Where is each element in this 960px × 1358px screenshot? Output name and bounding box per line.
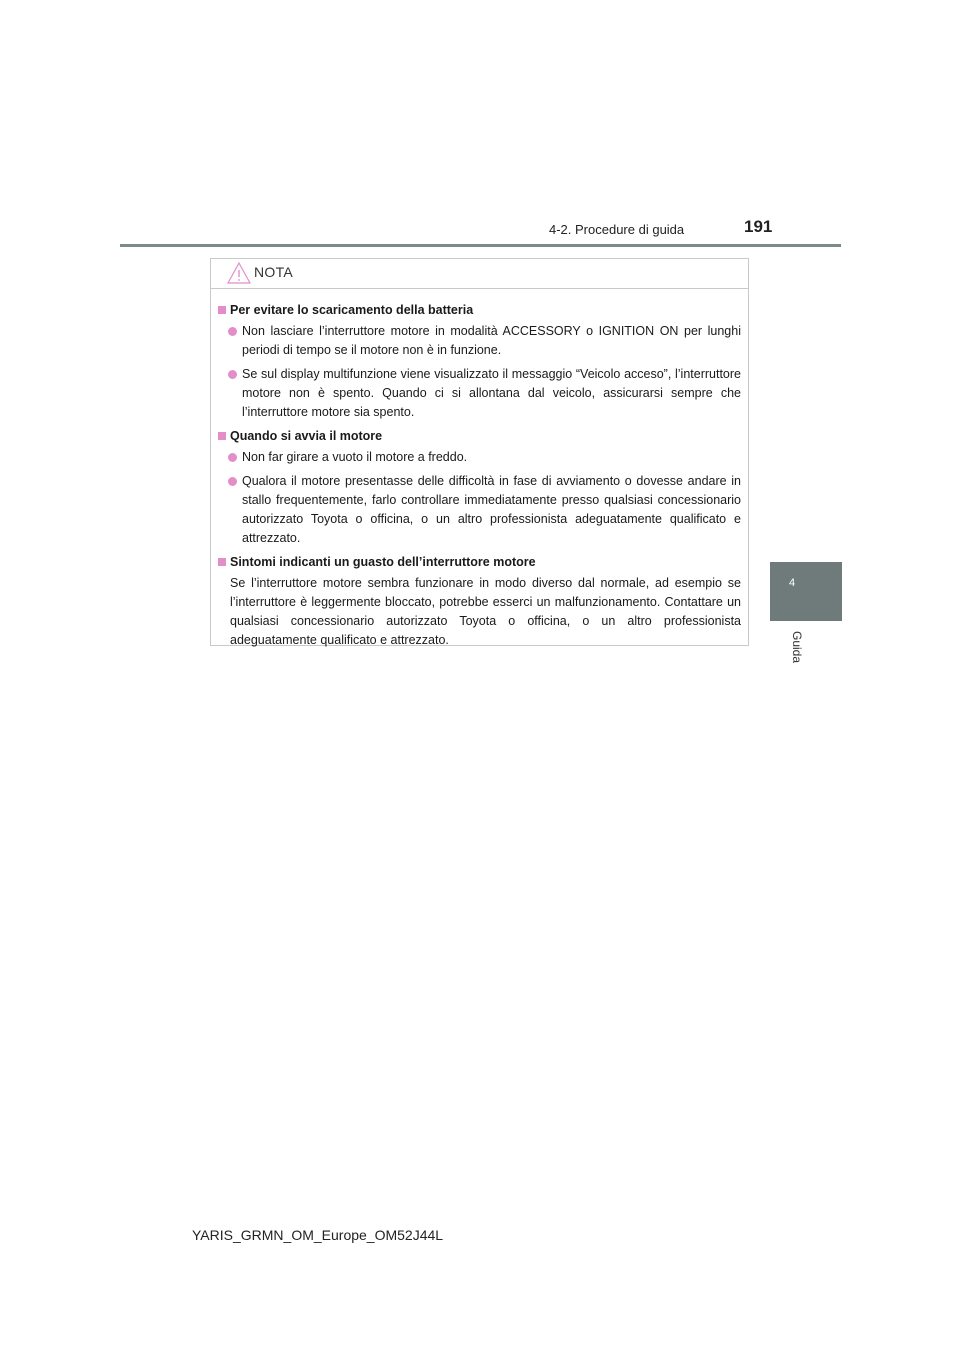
section-paragraph: Se l’interruttore motore sembra funzionare in modo diverso dal normale, ad esempio se l’interruttore è leggermente bloccato, potrebbe esserci un malfunzionamento. Contattare un qualsiasi concessionario autorizzato Toyota o officina, o un altro professionista adeguatamente qualificato e attrezzato. (230, 576, 741, 647)
section-title (218, 301, 741, 320)
round-bullet-icon (228, 370, 237, 379)
chapter-tab[interactable] (770, 562, 842, 621)
page-number: 191 (744, 217, 773, 236)
chapter-tab-label: Guida (790, 631, 804, 664)
header-section-title: 4-2. Procedure di guida (549, 222, 685, 237)
section-title (218, 553, 741, 572)
list-item-text: Qualora il motore presentasse delle difficoltà in fase di avviamento o dovesse andare in stallo frequentemente, farlo controllare immediatamente presso qualsiasi concessionario autorizzato Toyota o officina, o un altro professionista adeguatamente qualificato e attrezzato. (242, 474, 741, 545)
note-header (211, 259, 748, 289)
round-bullet-icon (228, 453, 237, 462)
round-bullet-icon (228, 477, 237, 486)
list-item (218, 322, 741, 360)
round-bullet-icon (228, 327, 237, 336)
note-body (211, 289, 748, 650)
section-title (218, 427, 741, 446)
section-title-text: Per evitare lo scaricamento della batteria (230, 303, 474, 317)
list-item-text: Non far girare a vuoto il motore a freddo. (242, 450, 468, 464)
square-bullet-icon (218, 432, 226, 440)
footer-document-id: YARIS_GRMN_OM_Europe_OM52J44L (192, 1227, 444, 1243)
list-item-text: Se sul display multifunzione viene visualizzato il messaggio “Veicolo acceso”, l’interruttore motore non è spento. Quando ci si allontana dal veicolo, assicurarsi sempre che l’interruttore motore sia spento. (242, 367, 741, 419)
section-title-text: Quando si avvia il motore (230, 429, 383, 443)
note-title: NOTA (254, 264, 294, 280)
list-item (218, 472, 741, 548)
list-item-text: Non lasciare l’interruttore motore in modalità ACCESSORY o IGNITION ON per lunghi periodi di tempo se il motore non è in funzione. (242, 324, 741, 357)
list-item (218, 365, 741, 422)
square-bullet-icon (218, 306, 226, 314)
warning-triangle-icon (227, 262, 251, 284)
note-box (210, 258, 749, 646)
chapter-tab-number: 4 (788, 577, 796, 589)
section-title-text: Sintomi indicanti un guasto dell’interruttore motore (230, 555, 536, 569)
header-rule (120, 244, 841, 247)
square-bullet-icon (218, 558, 226, 566)
list-item (218, 448, 741, 467)
